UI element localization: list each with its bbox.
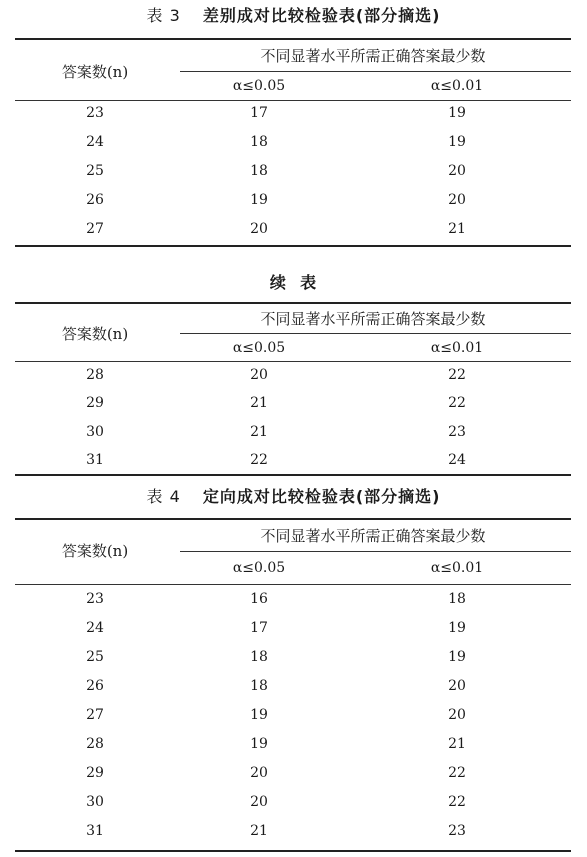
answer-count-cell: 29 (86, 395, 104, 412)
alpha-005-cell: 18 (250, 649, 268, 665)
answer-count-cell: 26 (86, 678, 104, 694)
answer-count-header: 答案数(n) (61, 325, 129, 343)
alpha-001-cell: 22 (448, 367, 466, 383)
top-rule (15, 302, 571, 304)
alpha-001-cell: 19 (448, 649, 466, 665)
table4-number: 表 4 (146, 487, 181, 506)
significance-group-header: 不同显著水平所需正确答案最少数 (260, 310, 486, 328)
bottom-rule (15, 245, 571, 247)
alpha-005-cell: 17 (250, 105, 268, 121)
alpha-001-cell: 21 (448, 221, 466, 237)
answer-count-cell: 29 (86, 765, 104, 781)
alpha-005-cell: 21 (250, 823, 268, 839)
alpha-005-cell: 18 (250, 163, 268, 179)
alpha-001-cell: 23 (448, 423, 466, 440)
alpha-005-header: α≤0.05 (232, 340, 286, 356)
group-rule (180, 71, 571, 72)
answer-count-header: 答案数(n) (61, 542, 129, 560)
answer-count-cell: 24 (86, 620, 104, 636)
alpha-001-cell: 21 (448, 736, 466, 752)
alpha-001-header: α≤0.01 (430, 340, 484, 356)
table3-caption: 差别成对比较检验表(部分摘选) (202, 6, 441, 25)
alpha-005-cell: 17 (250, 620, 268, 636)
alpha-005-cell: 18 (250, 678, 268, 694)
answer-count-cell: 25 (86, 649, 104, 665)
top-rule (15, 38, 571, 40)
alpha-005-cell: 16 (250, 591, 268, 607)
answer-count-cell: 23 (86, 591, 104, 607)
alpha-005-cell: 18 (250, 134, 268, 150)
alpha-001-cell: 20 (448, 678, 466, 694)
answer-count-cell: 24 (86, 134, 104, 150)
table3-title (0, 6, 587, 26)
answer-count-cell: 31 (86, 451, 104, 468)
alpha-005-cell: 19 (250, 192, 268, 208)
answer-count-cell: 25 (86, 163, 104, 179)
table4-caption: 定向成对比较检验表(部分摘选) (202, 487, 441, 506)
alpha-005-cell: 21 (250, 423, 268, 440)
group-rule (180, 551, 571, 552)
alpha-005-header: α≤0.05 (232, 78, 286, 94)
alpha-001-cell: 20 (448, 163, 466, 179)
alpha-001-cell: 24 (448, 451, 466, 468)
alpha-005-cell: 19 (250, 707, 268, 723)
alpha-001-header: α≤0.01 (430, 560, 484, 576)
header-rule (15, 100, 571, 101)
alpha-005-cell: 20 (250, 221, 268, 237)
answer-count-cell: 30 (86, 423, 104, 440)
alpha-005-cell: 21 (250, 395, 268, 412)
alpha-005-cell: 20 (250, 367, 268, 383)
answer-count-cell: 30 (86, 794, 104, 810)
alpha-001-cell: 19 (448, 134, 466, 150)
header-rule (15, 361, 571, 362)
alpha-001-cell: 18 (448, 591, 466, 607)
alpha-001-cell: 20 (448, 707, 466, 723)
table4-title (0, 487, 587, 507)
alpha-001-cell: 22 (448, 794, 466, 810)
top-rule (15, 518, 571, 520)
alpha-005-header: α≤0.05 (232, 560, 286, 576)
alpha-001-cell: 19 (448, 620, 466, 636)
answer-count-header: 答案数(n) (61, 63, 129, 81)
alpha-001-header: α≤0.01 (430, 78, 484, 94)
answer-count-cell: 27 (86, 707, 104, 723)
answer-count-cell: 23 (86, 105, 104, 121)
header-rule (15, 584, 571, 585)
answer-count-cell: 27 (86, 221, 104, 237)
alpha-001-cell: 23 (448, 823, 466, 839)
alpha-005-cell: 20 (250, 765, 268, 781)
answer-count-cell: 28 (86, 367, 104, 383)
alpha-001-cell: 19 (448, 105, 466, 121)
table3-number: 表 3 (146, 6, 181, 25)
table3-cont-title: 续 表 (269, 273, 318, 292)
answer-count-cell: 31 (86, 823, 104, 839)
alpha-001-cell: 22 (448, 765, 466, 781)
answer-count-cell: 28 (86, 736, 104, 752)
alpha-005-cell: 20 (250, 794, 268, 810)
bottom-rule (15, 474, 571, 476)
alpha-001-cell: 22 (448, 395, 466, 412)
alpha-005-cell: 22 (250, 451, 268, 468)
alpha-005-cell: 19 (250, 736, 268, 752)
significance-group-header: 不同显著水平所需正确答案最少数 (260, 47, 486, 65)
bottom-rule (15, 850, 571, 852)
alpha-001-cell: 20 (448, 192, 466, 208)
answer-count-cell: 26 (86, 192, 104, 208)
group-rule (180, 333, 571, 334)
significance-group-header: 不同显著水平所需正确答案最少数 (260, 527, 486, 545)
